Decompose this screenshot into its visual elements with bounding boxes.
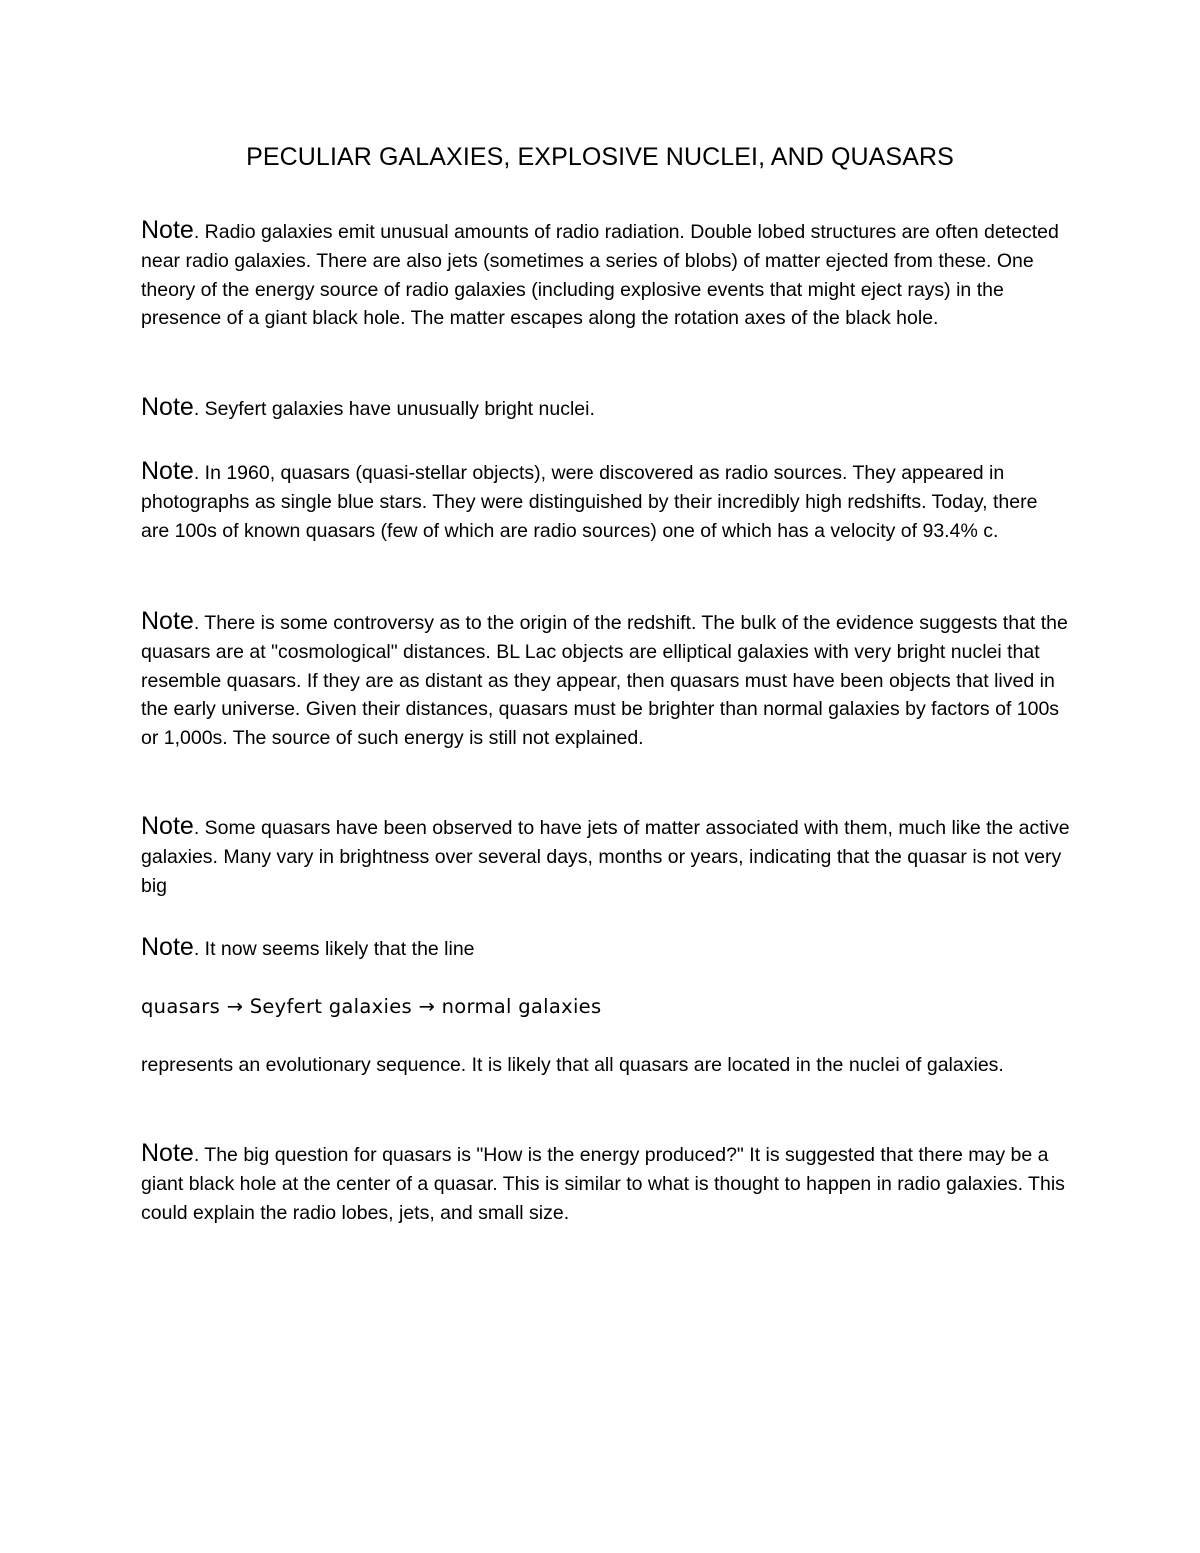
note-label: Note [141,457,194,485]
note-text: . Seyfert galaxies have unusually bright nuclei. [193,398,595,420]
note-label: Note [141,812,194,840]
note-paragraph-2 [141,393,1071,424]
note-text: . Radio galaxies emit unusual amounts of radio radiation. Double lobed structures are often detected near radio galaxies. There are also jets (sometimes a series of blobs) of matter ejected from these. One theory of the energy source of radio galaxies (including explosive events that might eject rays) in the presence of a giant black hole. The matter escapes along the rotation axes of the black hole. [141,221,1059,330]
note-text: . It now seems likely that the line [193,938,475,960]
note-label: Note [141,216,194,244]
note-text: . In 1960, quasars (quasi-stellar objects), were discovered as radio sources. They appeared in photographs as single blue stars. They were distinguished by their incredibly high redshifts. Today, there are 100s of known quasars (few of which are radio sources) one of which has a velocity of 93.4% c. [141,462,1038,542]
note-label: Note [141,933,194,961]
evolutionary-sequence: quasars → Seyfert galaxies → normal galaxies [141,995,602,1018]
note-paragraph-5 [141,812,1071,900]
note-paragraph-3 [141,457,1071,545]
note-paragraph-6 [141,933,1071,964]
note-paragraph-7 [141,1139,1071,1227]
note-text: . Some quasars have been observed to have jets of matter associated with them, much like the active galaxies. Many vary in brightness over several days, months or years, indicating that the quasar is not very big [141,817,1070,897]
note-paragraph-4 [141,607,1071,753]
note-label: Note [141,1139,194,1167]
note-text: . The big question for quasars is "How is the energy produced?" It is suggested that there may be a giant black hole at the center of a quasar. This is similar to what is thought to happen in radio galaxies. This could explain the radio lobes, jets, and small size. [141,1144,1065,1224]
note-paragraph-1 [141,216,1071,333]
note-text: . There is some controversy as to the origin of the redshift. The bulk of the evidence suggests that the quasars are at "cosmological" distances. BL Lac objects are elliptical galaxies with very bright nuclei that resemble quasars. If they are as distant as they appear, then quasars must have been objects that lived in the early universe. Given their distances, quasars must be brighter than normal galaxies by factors of 100s or 1,000s. The source of such energy is still not explained. [141,612,1068,750]
note-label: Note [141,393,194,421]
continuation-paragraph: represents an evolutionary sequence. It is likely that all quasars are located in the nuclei of galaxies. [141,1054,1004,1076]
note-label: Note [141,607,194,635]
document-title: PECULIAR GALAXIES, EXPLOSIVE NUCLEI, AND QUASARS [246,143,954,171]
